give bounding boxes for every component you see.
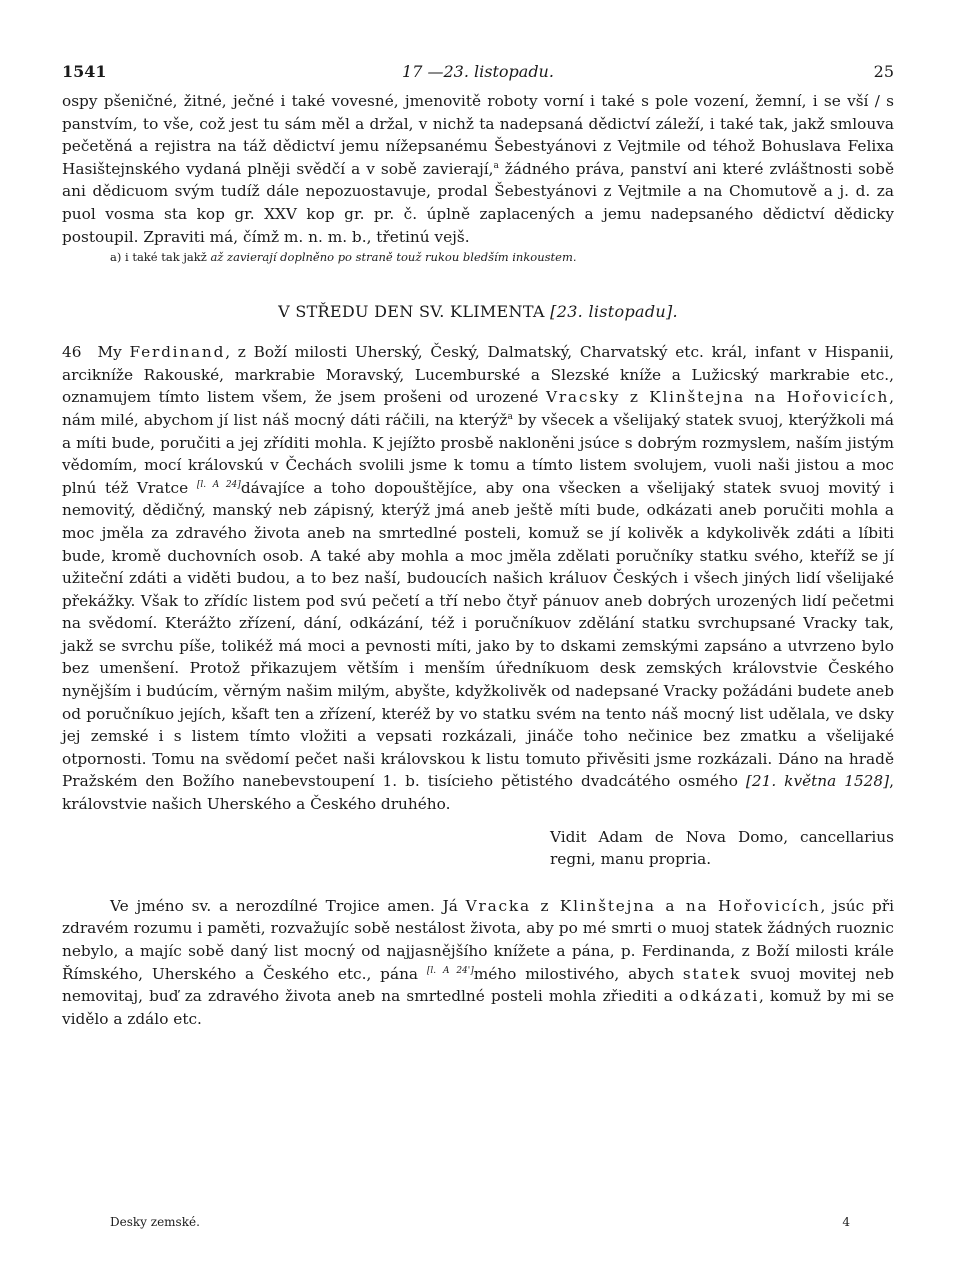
spaced-word: odkázati [679, 987, 760, 1006]
footer-signature-number: 4 [842, 1215, 850, 1229]
footnote-mark: a [507, 411, 513, 422]
continued-text: ospy pšeničné, žitné, ječné i také vovesné, jmenovitě roboty vorní i také s pole vození, žemní, i se vší / s panstvím, to vše, což jest tu sám měl a držal, v nichž ta nadepsaná dědictví záleží, i také tak, jakž smlouva pečetěná a rejistra na táž dědictví jemu nížepsanému Šebestyánovi z Vejtmile od téhož Bohuslava Felixa Hasištejnského vydaná plněji svědčí a v sobě zavierají, [62, 92, 894, 178]
spaced-name: Vracsky z Klinštejna na Hořovicích [545, 388, 890, 407]
entry-text: Ve jméno sv. a nerozdílné Trojice amen. Já [110, 896, 466, 915]
continued-entry-paragraph [62, 90, 894, 248]
entry-text: dávajíce a toho dopouštějíce, aby ona všecken a všelijaký statek svuoj movitý i nemovitý, dědičný, manský neb zápisný, kterýž jmá aneb ještě míti bude, odkázati aneb poručiti mohla a moc jměla za zdravého života aneb na smrtedlné posteli, komuž se jí kolivěk a kdykolivěk zdáti a líbiti bude, kromě duchovních osob. A také aby mohla a moc jměla zdělati poručníky statku svého, kteříž se jí užiteční zdáti a viděti budou, a to bez naší, budoucích našich králuov Českých i všech jiných lidí všelijaké překážky. Však to zřídíc listem pod svú pečetí a tří nebo čtyř pánuov aneb dobrých urozených lidí pečetmi na svědomí. Kterážto zřízení, dání, odkázání, též i poručníkuov zdělání statku svrchupsané Vracky tak, jakž se svrchu píše, tolikéž má moci a pevnosti míti, jako by to dskami zemskými zapsáno a utvrzeno bylo bez umenšení. Protož přikazujem větším i menším úředníkuom desk zemských královstvie Českého nynějším i budúcím, věrným našim milým, abyšte, kdyžkolivěk od nadepsané Vracky požádáni budete aneb od poručníkuo jejích, kšaft ten a zřízení, kteréž by vo statku svém na tento náš mocný list udělala, ve dsky jej zemské i s listem tímto vložiti a vepsati rozkázali, jináče toho nečinice bez zmatku a všelijaké otpornosti. Tomu na svědomí pečet naši královskou k listu tomuto přivěsiti jsme rozkázali. Dáno na hradě Pražském den Božího nanebevstoupení 1. b. tisícieho pětistého dvadcátého osmého [62, 478, 895, 791]
entry-text: , jsúc při zdravém rozumu i paměti, rozvažujíc sobě nestálost života, aby po mé smrti o muoj statek žádných ruoznic nebylo, a majíc sobě daný list mocný od najjasnějšího knížete a pána, p. Ferdinanda, z Boží milosti krále Římského, Uherského a Českého etc., pána [62, 896, 894, 983]
entry-text: , z Boží milosti Uherský, Český, Dalmatský, Charvatský etc. král, infant v Hispanii, arcikníže Rakouské, markrabie Moravský, Lucemburské a Slezské kníže a Lužicský markrabie etc., oznamujem tímto listem všem, že jsem prošeni od urozené [62, 343, 895, 407]
header-page-number: 25 [873, 62, 894, 81]
footnote-italic: až zavierají doplněno po straně touž rukou bledším inkoustem. [210, 250, 577, 265]
signature: Vidit Adam de Nova Domo, cancellarius regni, manu propria. [550, 827, 894, 869]
entry-text: , komuž by mi se vidělo a zdálo etc. [62, 987, 894, 1028]
next-entry-paragraph [62, 895, 894, 1031]
entry-number: 46 [62, 343, 82, 362]
spaced-name: Vracka z Klinštejna a na Hořovicích [465, 896, 821, 915]
spaced-name: Ferdinand [129, 343, 226, 362]
entry-text: by všecek a všelijaký statek svuoj, kterýžkoli má a míti bude, poručiti a jej zříditi mohla. K jejížto prosbě nakloněni jsúce s dobrým rozmyslem, naším jistým vědomím, mocí královskú v Čechách svolili jsme k tomu a tímto listem svolujem, vuoli naši jistou a moc plnú též Vratce [62, 410, 895, 497]
date-reference: [21. května 1528] [745, 772, 890, 791]
footnote-plain: i také tak jakž [125, 250, 207, 265]
footnote-label: a) [110, 250, 122, 265]
running-header [62, 62, 894, 90]
spaced-word: statek [682, 964, 742, 983]
entry-text: My [97, 343, 130, 362]
header-date-range: 17 —23. listopadu. [402, 62, 554, 81]
entry-text: mého milostivého, abych [473, 964, 683, 983]
section-title: V STŘEDU DEN SV. KLIMENTA [278, 302, 545, 322]
folio-reference: [l. A 24'] [426, 965, 474, 976]
footer-title: Desky zemské. [110, 1215, 200, 1229]
folio-reference: [l. A 24] [196, 479, 241, 490]
entry-46-paragraph [62, 341, 894, 815]
footnote-mark: a [493, 160, 499, 171]
section-heading [62, 302, 894, 321]
document-page [62, 62, 895, 1229]
entry-text: , královstvie našich Uherského a Českého druhého. [62, 772, 894, 814]
entry-text: svuoj movitej neb nemovitaj, buď za zdravého života aneb na smrtedlné posteli mohla zřiediti a [62, 964, 894, 1006]
entry-text: , nám milé, abychom jí list náš mocný dáti ráčili, na kterýž [62, 388, 894, 429]
footnote [110, 250, 894, 264]
section-date: [23. listopadu]. [550, 302, 678, 322]
continued-text-2: žádného práva, panství ani které zvláštnosti sobě ani dědicuom svým tudíž dále nepozuostavuje, prodal Šebestyánovi z Vejtmile a na Chomutově a j. d. za puol vosma sta kop gr. XXV kop gr. pr. č. úplně zaplacených a jemu nadepsaného dědictví dědicky postoupil. Zpraviti má, čímž m. n. m. b., třetinú vejš. [62, 159, 894, 246]
header-year: 1541 [62, 62, 107, 81]
